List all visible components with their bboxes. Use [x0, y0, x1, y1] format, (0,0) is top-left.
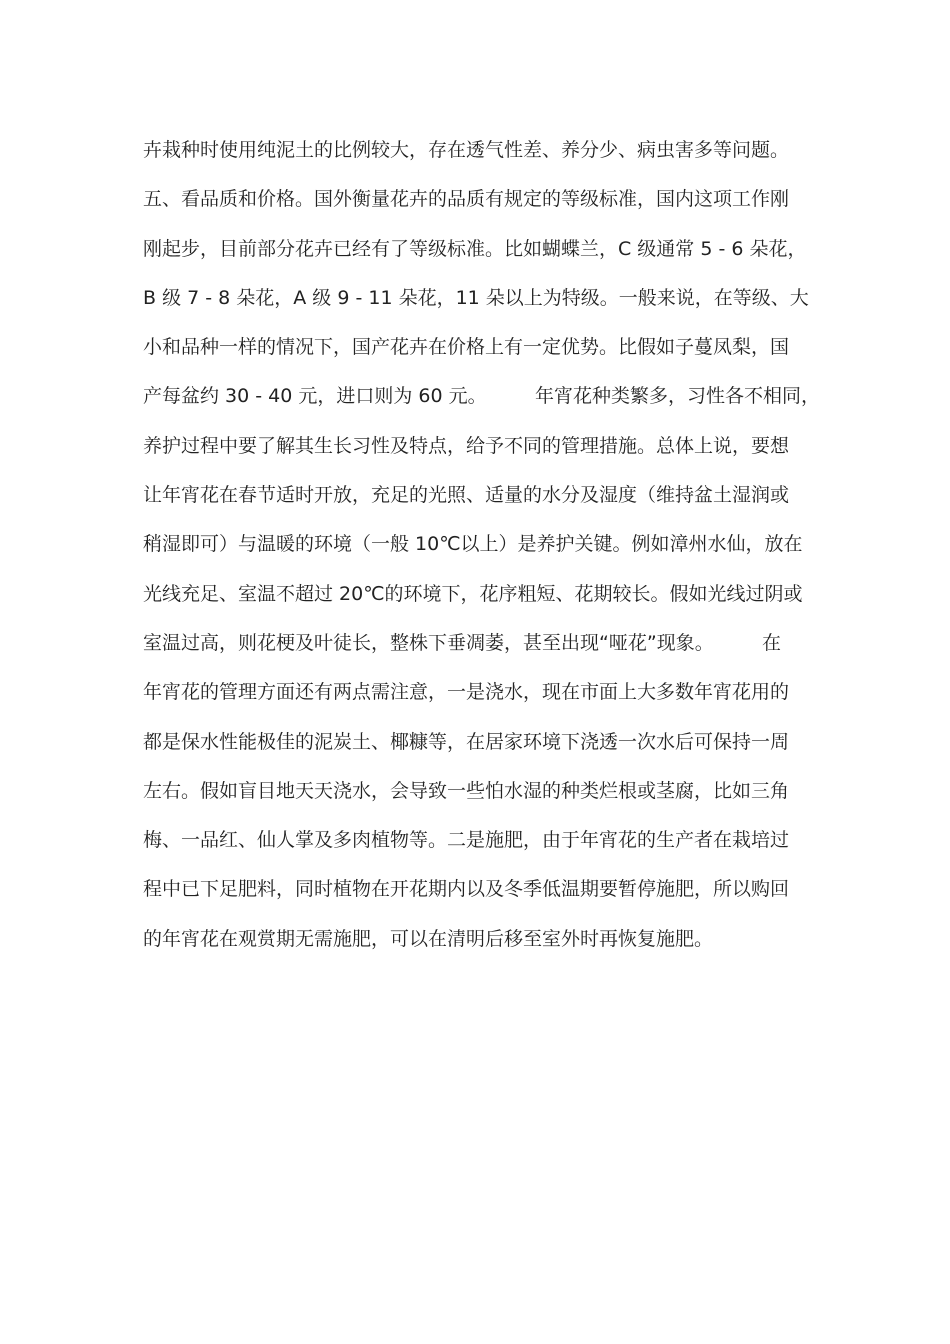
text-line: 梅、一品红、仙人掌及多肉植物等。二是施肥，由于年宵花的生产者在栽培过 — [143, 829, 790, 852]
text-line: 养护过程中要了解其生长习性及特点，给予不同的管理措施。总体上说，要想 — [143, 434, 790, 457]
text-line: B 级 7 - 8 朵花，A 级 9 - 11 朵花，11 朵以上为特级。一般来说，在等级、大 — [143, 286, 809, 309]
text-line: 室温过高，则花梗及叶徒长，整株下垂凋萎，甚至出现“哑花”现象。 在 — [143, 631, 782, 654]
text-line: 的年宵花在观赏期无需施肥，可以在清明后移至室外时再恢复施肥。 — [143, 927, 714, 950]
text-line: 小和品种一样的情况下，国产花卉在价格上有一定优势。比假如子蔓凤梨，国 — [143, 336, 790, 359]
text-line: 五、看品质和价格。国外衡量花卉的品质有规定的等级标准，国内这项工作刚 — [143, 188, 790, 211]
body-text — [143, 126, 820, 964]
text-line: 左右。假如盲目地天天浇水，会导致一些怕水湿的种类烂根或茎腐，比如三角 — [143, 779, 790, 802]
text-line: 光线充足、室温不超过 20℃的环境下，花序粗短、花期较长。假如光线过阴或 — [143, 582, 803, 605]
text-line: 刚起步，目前部分花卉已经有了等级标准。比如蝴蝶兰，C 级通常 5 - 6 朵花， — [143, 237, 807, 260]
text-line: 年宵花的管理方面还有两点需注意，一是浇水，现在市面上大多数年宵花用的 — [143, 681, 790, 704]
text-line: 让年宵花在春节适时开放，充足的光照、适量的水分及湿度（维持盆土湿润或 — [143, 484, 790, 507]
text-line: 卉栽种时使用纯泥土的比例较大，存在透气性差、养分少、病虫害多等问题。 — [143, 139, 790, 161]
text-line: 程中已下足肥料，同时植物在开花期内以及冬季低温期要暂停施肥，所以购回 — [143, 878, 790, 901]
text-line: 产每盆约 30 - 40 元，进口则为 60 元。 年宵花种类繁多，习性各不相同， — [143, 385, 820, 408]
text-line: 都是保水性能极佳的泥炭土、椰糠等，在居家环境下浇透一次水后可保持一周 — [143, 730, 790, 753]
text-line: 稍湿即可）与温暖的环境（一般 10℃以上）是养护关键。例如漳州水仙，放在 — [143, 533, 803, 556]
